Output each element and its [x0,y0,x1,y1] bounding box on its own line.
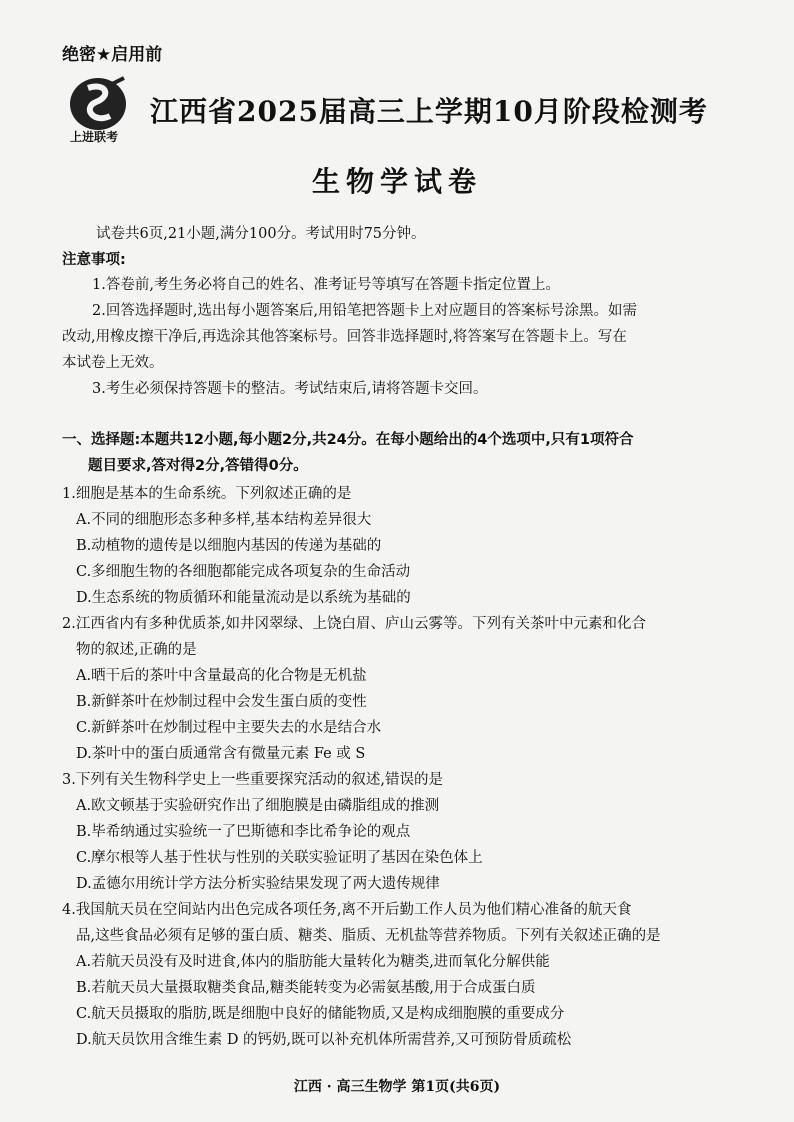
question-stem: 品,这些食品必须有足够的蛋白质、糖类、脂质、无机盐等营养物质。下列有关叙述正确的是 [76,928,661,944]
option: D.茶叶中的蛋白质通常含有微量元素 Fe 或 S [76,746,366,762]
question-stem: 物的叙述,正确的是 [76,642,197,658]
option: C.新鲜茶叶在炒制过程中主要失去的水是结合水 [76,720,382,736]
option: A.不同的细胞形态多种多样,基本结构差异很大 [76,512,372,528]
section-heading: 题目要求,答对得2分,答错得0分。 [88,458,308,474]
notes-heading: 注意事项: [62,252,126,268]
option: A.若航天员没有及时进食,体内的脂肪能大量转化为糖类,进而氧化分解供能 [76,954,550,970]
question-stem: 2.江西省内有多种优质茶,如井冈翠绿、上饶白眉、庐山云雾等。下列有关茶叶中元素和化合 [62,616,646,632]
option: D.生态系统的物质循环和能量流动是以系统为基础的 [76,590,411,606]
page-footer: 江西 · 高三生物学 第1页(共6页) [293,1079,501,1095]
option: A.晒干后的茶叶中含量最高的化合物是无机盐 [76,668,367,684]
notes-line: 本试卷上无效。 [62,355,164,371]
option: B.动植物的遗传是以细胞内基因的传递为基础的 [76,538,382,554]
option: D.航天员饮用含维生素 D 的钙奶,既可以补充机体所需营养,又可预防骨质疏松 [76,1032,572,1048]
option: A.欧文顿基于实验研究作出了细胞膜是由磷脂组成的推测 [76,798,440,814]
section-heading: 一、选择题:本题共12小题,每小题2分,共24分。在每小题给出的4个选项中,只有1项符合 [62,432,634,448]
intro-text: 试卷共6页,21小题,满分100分。考试用时75分钟。 [96,226,426,242]
notes-line: 2.回答选择题时,选出每小题答案后,用铅笔把答题卡上对应题目的答案标号涂黑。如需 [92,303,638,319]
notes-line: 3.考生必须保持答题卡的整洁。考试结束后,请将答题卡交回。 [92,381,488,397]
option: C.航天员摄取的脂肪,既是细胞中良好的储能物质,又是构成细胞膜的重要成分 [76,1006,565,1022]
secret-label: 绝密★启用前 [62,45,163,65]
option: B.毕希纳通过实验统一了巴斯德和李比希争论的观点 [76,824,411,840]
notes-line: 1.答卷前,考生务必将自己的姓名、准考证号等填写在答题卡指定位置上。 [92,277,560,293]
exam-title: 江西省2025届高三上学期10月阶段检测考 [150,95,708,128]
option: C.多细胞生物的各细胞都能完成各项复杂的生命活动 [76,564,411,580]
question-stem: 1.细胞是基本的生命系统。下列叙述正确的是 [62,486,352,502]
exam-subtitle: 生物学试卷 [311,165,482,198]
option: D.孟德尔用统计学方法分析实验结果发现了两大遗传规律 [76,876,440,892]
question-stem: 4.我国航天员在空间站内出色完成各项任务,离不开后勤工作人员为他们精心准备的航天食 [62,902,632,918]
logo-text: 上进联考 [70,130,119,144]
option: B.新鲜茶叶在炒制过程中会发生蛋白质的变性 [76,694,367,710]
notes-line: 改动,用橡皮擦干净后,再选涂其他答案标号。回答非选择题时,将答案写在答题卡上。写在 [62,329,627,345]
option: B.若航天员大量摄取糖类食品,糖类能转变为必需氨基酸,用于合成蛋白质 [76,980,536,996]
question-stem: 3.下列有关生物科学史上一些重要探究活动的叙述,错误的是 [62,772,443,788]
option: C.摩尔根等人基于性状与性别的关联实验证明了基因在染色体上 [76,850,483,866]
